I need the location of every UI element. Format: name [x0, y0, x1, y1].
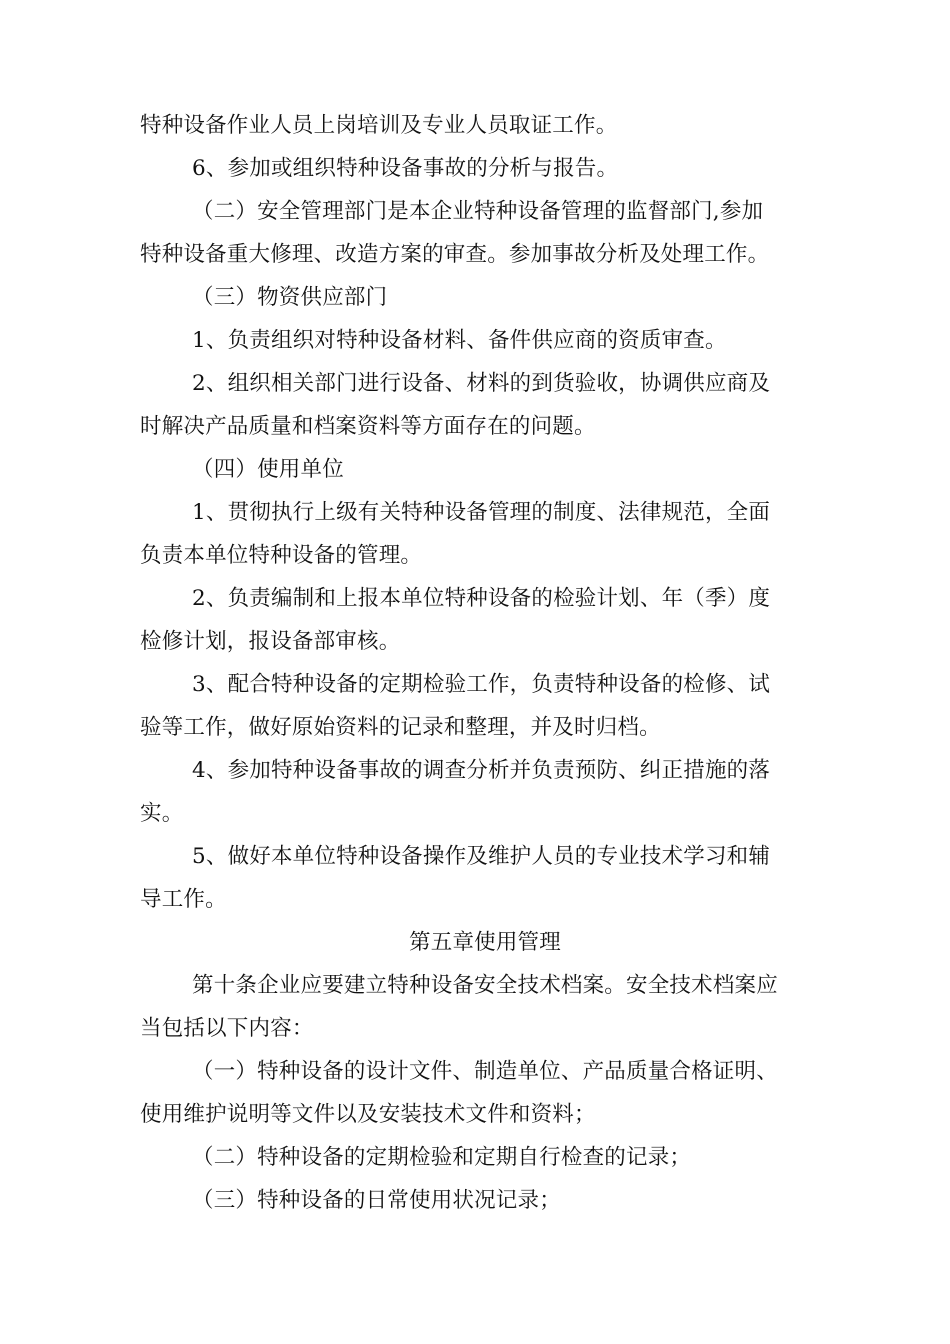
text-line: 1、负责组织对特种设备材料、备件供应商的资质审查。	[192, 328, 727, 353]
text-line: （三）特种设备的日常使用状况记录；	[192, 1188, 561, 1213]
text-line: 第十条企业应要建立特种设备安全技术档案。安全技术档案应	[192, 973, 778, 998]
text-line: 6、参加或组织特种设备事故的分析与报告。	[192, 156, 619, 181]
text-line: 1、贯彻执行上级有关特种设备管理的制度、法律规范，全面	[192, 500, 771, 525]
text-line: 负责本单位特种设备的管理。	[140, 543, 423, 568]
text-line: 2、组织相关部门进行设备、材料的到货验收，协调供应商及	[192, 371, 771, 396]
text-line: （一）特种设备的设计文件、制造单位、产品质量合格证明、	[192, 1059, 778, 1084]
text-line: 3、配合特种设备的定期检验工作，负责特种设备的检修、试	[192, 672, 771, 697]
text-line: 实。	[140, 801, 184, 826]
text-line: 特种设备作业人员上岗培训及专业人员取证工作。	[140, 113, 618, 138]
text-line: 5、做好本单位特种设备操作及维护人员的专业技术学习和辅	[192, 844, 771, 869]
document-body	[140, 104, 830, 1222]
text-line: 验等工作，做好原始资料的记录和整理，并及时归档。	[140, 715, 661, 740]
section-heading: （三）物资供应部门	[192, 285, 388, 310]
text-line: 4、参加特种设备事故的调查分析并负责预防、纠正措施的落	[192, 758, 771, 783]
text-line: 2、负责编制和上报本单位特种设备的检验计划、年（季）度	[192, 586, 771, 611]
text-line: 检修计划，报设备部审核。	[140, 629, 401, 654]
text-line: 特种设备重大修理、改造方案的审查。参加事故分析及处理工作。	[140, 242, 770, 267]
text-line: 时解决产品质量和档案资料等方面存在的问题。	[140, 414, 596, 439]
text-line: 使用维护说明等文件以及安装技术文件和资料；	[140, 1102, 596, 1127]
section-heading: （四）使用单位	[192, 457, 344, 482]
text-line: （二）安全管理部门是本企业特种设备管理的监督部门,参加	[192, 199, 764, 224]
chapter-title: 第五章使用管理	[409, 930, 561, 955]
text-line: 当包括以下内容：	[140, 1016, 314, 1041]
text-line: （二）特种设备的定期检验和定期自行检查的记录；	[192, 1145, 692, 1170]
text-line: 导工作。	[140, 887, 227, 912]
